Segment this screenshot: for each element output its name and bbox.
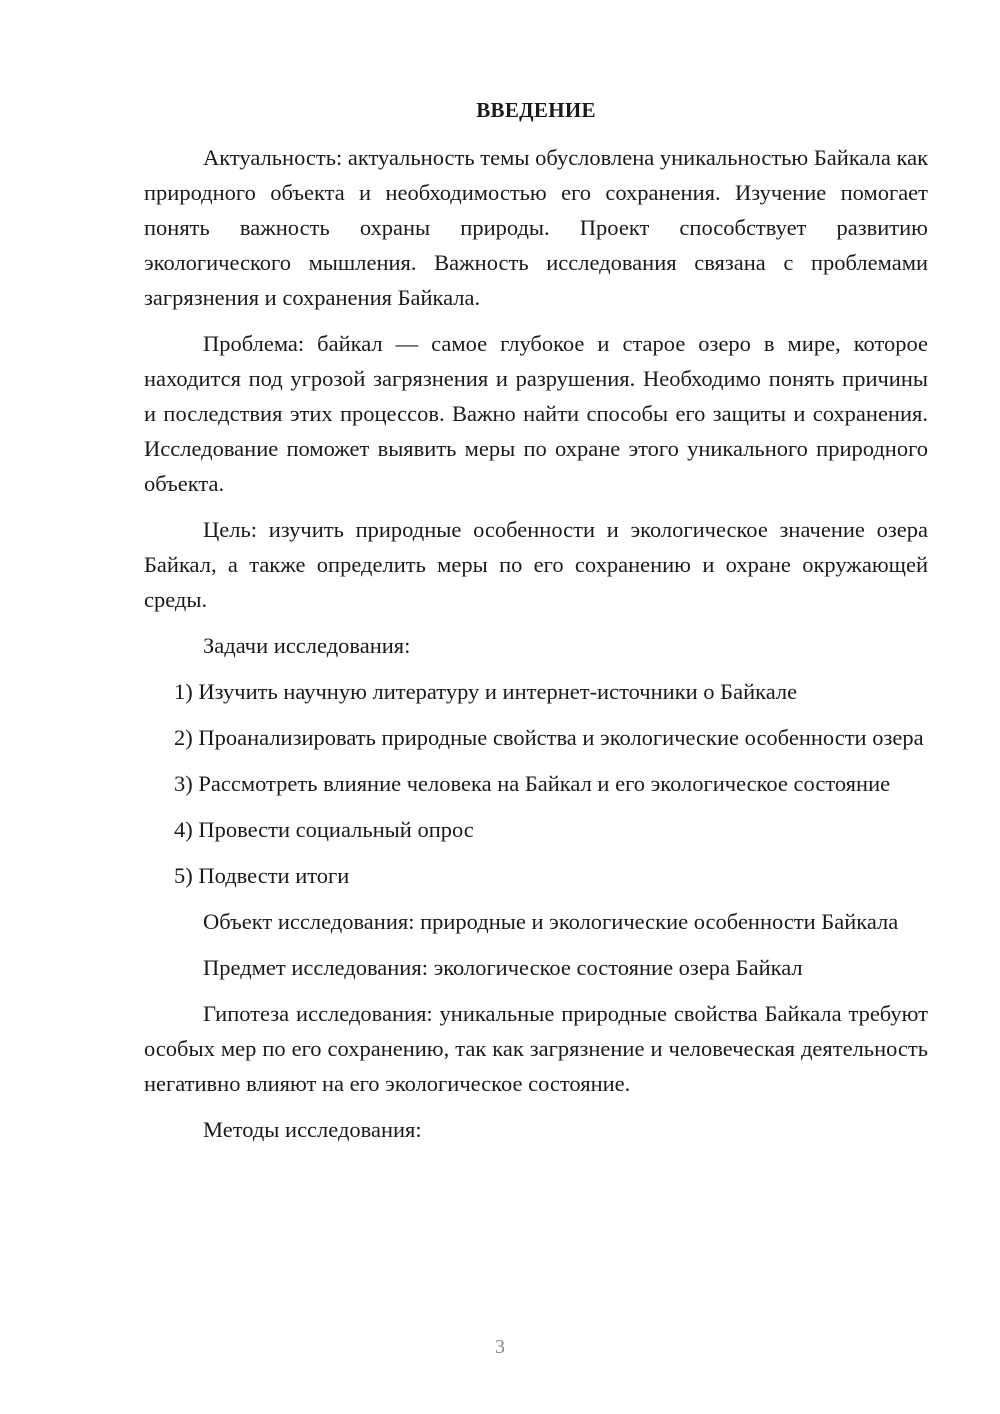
page-title: ВВЕДЕНИЕ (476, 98, 596, 122)
subject-paragraph: Предмет исследования: экологическое состояние озера Байкал (203, 955, 803, 980)
task-item: 4) Провести социальный опрос (174, 817, 474, 842)
relevance-paragraph: Актуальность: актуальность темы обусловлена уникальностью Байкала как природного объекта и необходимостью его сохранения. Изучение помогает понять важность охраны природы. Проект способствует развитию экологического мышления. Важность исследования связана с проблемами загрязнения и сохранения Байкала. (144, 145, 928, 310)
task-item: 3) Рассмотреть влияние человека на Байкал и его экологическое состояние (174, 771, 891, 796)
goal-paragraph: Цель: изучить природные особенности и экологическое значение озера Байкал, а также определить меры по его сохранению и охране окружающей среды. (144, 517, 928, 612)
page-number: 3 (495, 1336, 505, 1358)
task-item: 2) Проанализировать природные свойства и экологические особенности озера (174, 725, 924, 750)
hypothesis-paragraph: Гипотеза исследования: уникальные природные свойства Байкала требуют особых мер по его сохранению, так как загрязнение и человеческая деятельность негативно влияют на его экологическое состояние. (144, 1001, 928, 1096)
page-content (144, 93, 928, 1158)
task-item: 1) Изучить научную литературу и интернет-источники о Байкале (174, 679, 798, 704)
task-item: 5) Подвести итоги (174, 863, 350, 888)
methods-heading: Методы исследования: (203, 1117, 422, 1142)
object-paragraph: Объект исследования: природные и экологические особенности Байкала (203, 909, 899, 934)
problem-paragraph: Проблема: байкал — самое глубокое и старое озеро в мире, которое находится под угрозой загрязнения и разрушения. Необходимо понять причины и последствия этих процессов. Важно найти способы его защиты и сохранения. Исследование поможет выявить меры по охране этого уникального природного объекта. (144, 331, 928, 496)
tasks-heading: Задачи исследования: (203, 633, 411, 658)
